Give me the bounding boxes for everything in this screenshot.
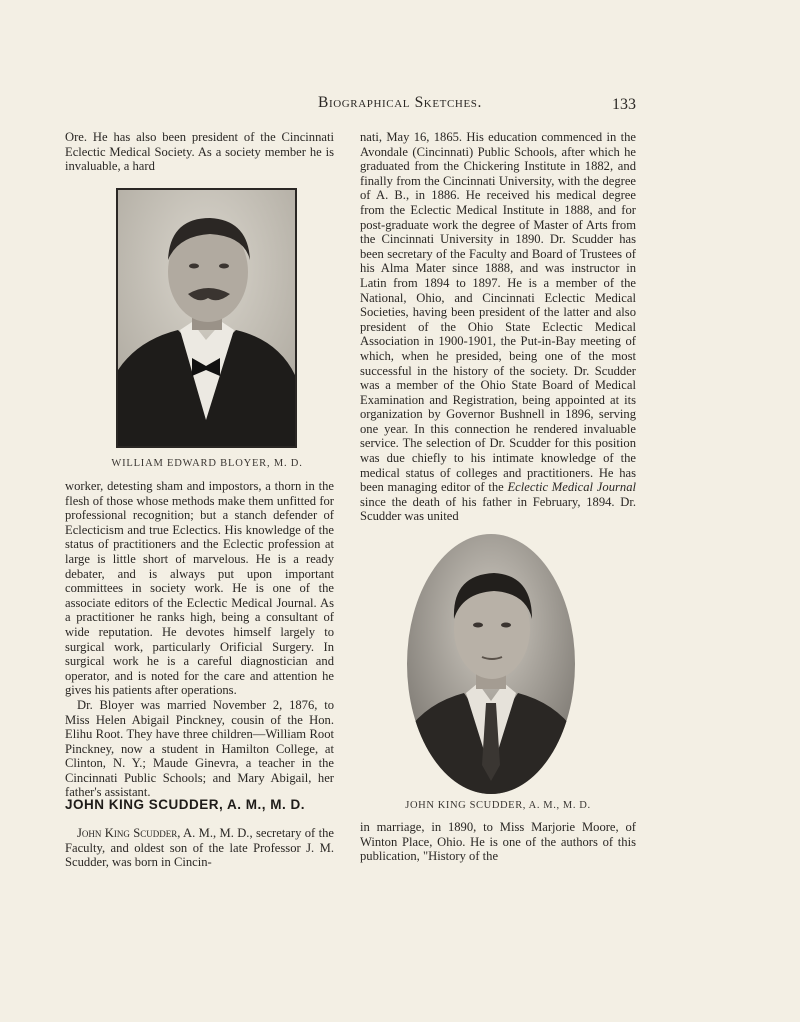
bloyer-continued-text: Ore. He has also been president of the Cincinnati Eclectic Medical Society. As a society member he is invaluable, a hard — [65, 130, 334, 174]
bloyer-paragraph-2: Dr. Bloyer was married November 2, 1876, to Miss Helen Abigail Pinckney, cousin of the Hon. Elihu Root. They have three children—William Root Pinckney, now a student in Hamilton College, at Clinton, N. Y.; Maude Ginevra, a teacher in the Cincinnati Public Schools; and Mary Abigail, her father's assistant. — [65, 697, 334, 800]
section-heading-scudder: JOHN KING SCUDDER, A. M., M. D. — [65, 797, 306, 812]
scudder-intro-rest: , A. M., M. D., secretary of the Faculty, and oldest son of the late Professor J. M. Scudder, was born in Cincin- — [65, 826, 334, 870]
portrait-john-king-scudder — [406, 533, 576, 795]
left-column-top-text — [65, 130, 334, 174]
right-column-main-text — [360, 130, 636, 524]
caption-john-king-scudder: JOHN KING SCUDDER, A. M., M. D. — [405, 800, 591, 811]
right-column-bottom-text — [360, 820, 636, 864]
bloyer-paragraph-1: worker, detesting sham and impostors, a thorn in the flesh of those whose methods make them unfitted for professional recognition; but a stanch defender of Eclecticism and true Eclectics. His knowledge of the status of practitioners and the Eclectic profession at large is little short of marvelous. He is a ready debater, and is always put upon important committees in society work. He is one of the associate editors of the Eclectic Medical Journal. As a practitioner he ranks high, being a consultant of wide reputation. He devotes himself largely to surgical work, particularly Orificial Surgery. In surgical work he is a careful diagnostician and operator, and is noted for the care and attention he gives his patients after operations. — [65, 479, 334, 698]
scudder-bio-text: nati, May 16, 1865. His education commenced in the Avondale (Cincinnati) Public Schools, after which he graduated from the Chickering Institute in 1882, and finally from the Cincinnati University, with the degree of A. B., in 1886. He received his medical degree from the Eclectic Medical Institute in 1888, and for post-graduate work the degree of Master of Arts from the Cincinnati University in 1890. Dr. Scudder has been secretary of the Faculty and Board of Trustees of his Alma Mater since 1888, and was instructor in Latin from 1894 to 1897. He is a member of the National, Ohio, and Cincinnati Eclectic Medical Societies, having been president of the latter and also president of the Ohio State Eclectic Medical Association in 1900-1901, the Put-in-Bay meeting of which, when he presided, being one of the most successful in the history of the society. Dr. Scudder was a member of the Ohio State Board of Medical Examination and Registration, being appointed at its organization by Governor Bushnell in 1896, serving one year. In this connection he rendered invaluable service. The selection of Dr. Scudder for this position was due chiefly to his intimate knowledge of the medical status of colleges and practitioners. He has been managing editor of the — [360, 130, 636, 495]
bloyer-photo-illustration — [118, 190, 295, 446]
scudder-biography-paragraph — [360, 130, 636, 524]
scudder-photo-illustration — [406, 533, 576, 795]
running-header: Biographical Sketches. — [318, 94, 482, 111]
scudder-intro-paragraph — [65, 826, 334, 870]
page-number: 133 — [612, 96, 636, 113]
scudder-name-small-caps: John King Scudder — [77, 826, 178, 840]
portrait-william-bloyer — [116, 188, 297, 448]
journal-title: Eclectic Medical Journal — [507, 480, 636, 495]
left-column-main-text — [65, 479, 334, 800]
scudder-bio-end: since the death of his father in February, 1894. Dr. Scudder was united — [360, 494, 636, 524]
scudder-marriage-paragraph: in marriage, in 1890, to Miss Marjorie Moore, of Winton Place, Ohio. He is one of the authors of this publication, "History of the — [360, 820, 636, 864]
caption-william-bloyer: WILLIAM EDWARD BLOYER, M. D. — [111, 458, 303, 469]
left-column-bottom-text — [65, 826, 334, 870]
